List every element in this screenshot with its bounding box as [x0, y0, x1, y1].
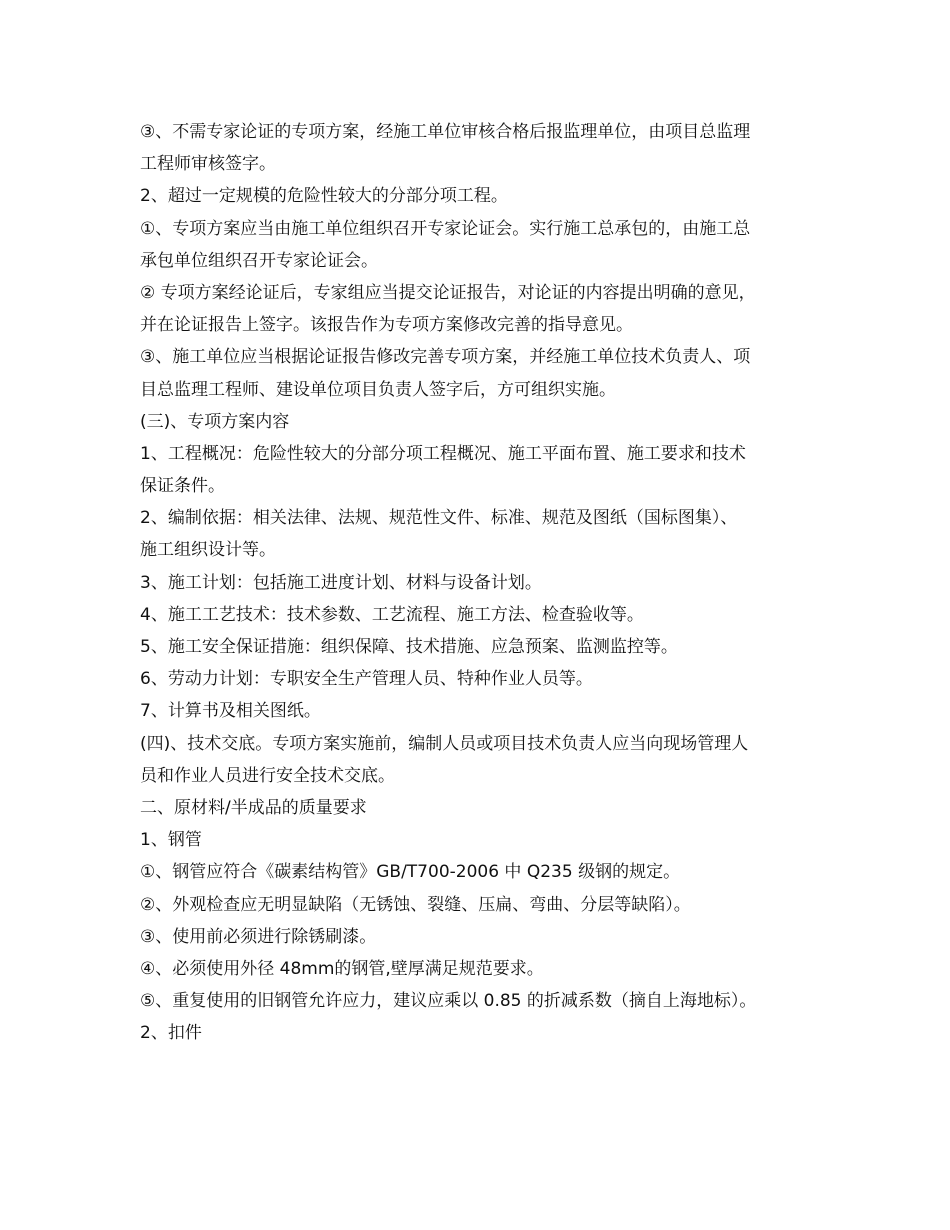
text-line: ①、钢管应符合《碳素结构管》GB/T700-2006 中 Q235 级钢的规定。: [140, 862, 681, 883]
text-line: 承包单位组织召开专家论证会。: [140, 250, 378, 271]
text-line: 保证条件。: [140, 476, 225, 497]
text-line: 目总监理工程师、建设单位项目负责人签字后，方可组织实施。: [140, 379, 616, 400]
subsection-heading: 1、钢管: [140, 830, 202, 851]
text-line: (四)、技术交底。专项方案实施前，编制人员或项目技术负责人应当向现场管理人: [140, 733, 749, 754]
section-heading: 二、原材料/半成品的质量要求: [140, 797, 367, 818]
text-line: 员和作业人员进行安全技术交底。: [140, 765, 395, 786]
text-line: ②、外观检查应无明显缺陷（无锈蚀、裂缝、压扁、弯曲、分层等缺陷）。: [140, 894, 691, 915]
text-line: ①、专项方案应当由施工单位组织召开专家论证会。实行施工总承包的，由施工总: [140, 218, 751, 239]
text-line: ⑤、重复使用的旧钢管允许应力，建议应乘以 0.85 的折减系数（摘自上海地标）。: [140, 991, 757, 1012]
text-line: 施工组织设计等。: [140, 540, 276, 561]
subsection-heading: 2、扣件: [140, 1023, 202, 1044]
text-line: 2、编制依据：相关法律、法规、规范性文件、标准、规范及图纸（国标图集）、: [140, 508, 738, 529]
document-body: [140, 116, 830, 1049]
section-heading: (三)、专项方案内容: [140, 411, 290, 432]
text-line: ③、施工单位应当根据论证报告修改完善专项方案，并经施工单位技术负责人、项: [140, 347, 751, 368]
text-line: 3、施工计划：包括施工进度计划、材料与设备计划。: [140, 572, 542, 593]
text-line: 7、计算书及相关图纸。: [140, 701, 321, 722]
text-line: 1、工程概况：危险性较大的分部分项工程概况、施工平面布置、施工要求和技术: [140, 443, 746, 464]
text-line: 4、施工工艺技术：技术参数、工艺流程、施工方法、检查验收等。: [140, 604, 644, 625]
text-line: ② 专项方案经论证后，专家组应当提交论证报告，对论证的内容提出明确的意见，: [140, 282, 756, 303]
text-line: ④、必须使用外径 48mm的钢管,壁厚满足规范要求。: [140, 958, 544, 979]
text-line: 并在论证报告上签字。该报告作为专项方案修改完善的指导意见。: [140, 315, 633, 336]
text-line: 工程师审核签字。: [140, 154, 276, 175]
text-line: 2、超过一定规模的危险性较大的分部分项工程。: [140, 186, 508, 207]
text-line: ③、不需专家论证的专项方案，经施工单位审核合格后报监理单位，由项目总监理: [140, 122, 751, 142]
text-line: 6、劳动力计划：专职安全生产管理人员、特种作业人员等。: [140, 669, 593, 690]
text-line: 5、施工安全保证措施：组织保障、技术措施、应急预案、监测监控等。: [140, 637, 678, 657]
text-line: ③、使用前必须进行除锈刷漆。: [140, 926, 377, 947]
